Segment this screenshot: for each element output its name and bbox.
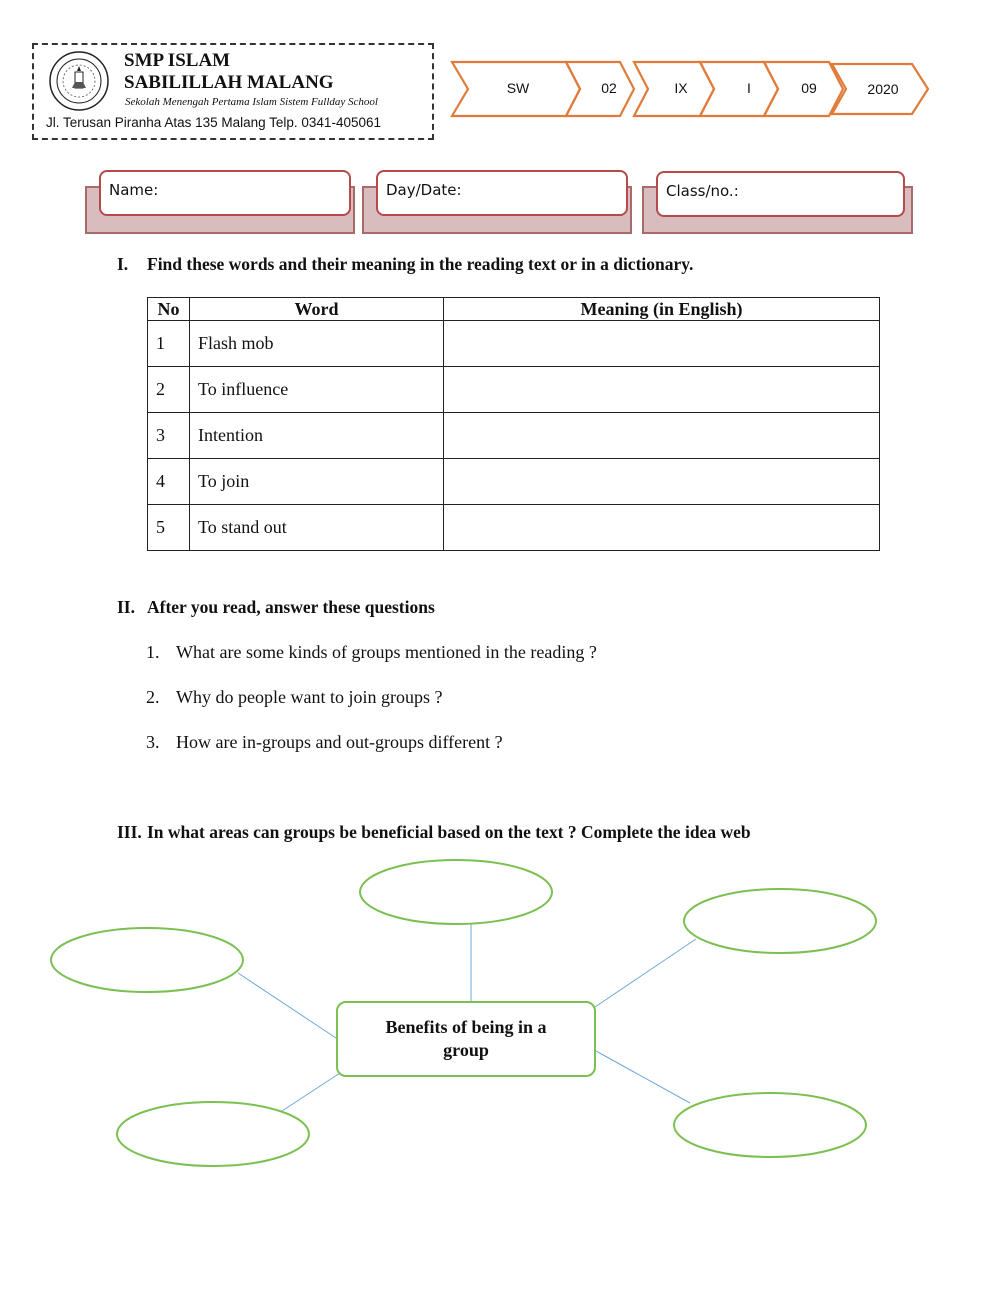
code-02: 02: [601, 80, 617, 96]
section-3-title: In what areas can groups be beneficial based on the text ? Complete the idea web: [147, 822, 751, 842]
row-meaning-cell[interactable]: [444, 505, 880, 551]
question-1-number: 1.: [146, 642, 160, 662]
date-label: Day/Date:: [386, 181, 462, 199]
connector-bottom-left: [282, 1073, 340, 1111]
section-2-number: II.: [117, 597, 135, 617]
section-1-number: I.: [117, 254, 129, 274]
code-2020: 2020: [867, 81, 899, 97]
table-row: [148, 459, 880, 505]
connector-top-right: [595, 939, 696, 1007]
idea-bubble-left[interactable]: [51, 928, 243, 992]
table-header-row: [148, 298, 880, 321]
idea-web-center-label: Benefits of being in a group: [385, 1017, 547, 1060]
school-name-line1: SMP ISLAM: [124, 50, 231, 71]
code-09: 09: [801, 80, 817, 96]
school-name-line2: SABILILLAH MALANG: [124, 72, 334, 93]
row-word: To influence: [190, 367, 444, 413]
row-no: 1: [148, 321, 190, 367]
chevron-02: [566, 62, 634, 116]
chevron-i: [700, 62, 778, 116]
school-logo-icon: [48, 50, 110, 112]
idea-bubble-bottom-left[interactable]: [117, 1102, 309, 1166]
idea-bubble-bottom-right[interactable]: [674, 1093, 866, 1157]
row-meaning-cell[interactable]: [444, 459, 880, 505]
name-label: Name:: [109, 181, 159, 199]
question-3-text: How are in-groups and out-groups different ?: [176, 732, 503, 752]
row-no: 3: [148, 413, 190, 459]
school-name: [124, 50, 334, 94]
code-sw: SW: [506, 80, 530, 96]
question-3-number: 3.: [146, 732, 160, 752]
header-word: Word: [190, 298, 444, 321]
question-2-number: 2.: [146, 687, 160, 707]
section-1-title: Find these words and their meaning in the reading text or in a dictionary.: [147, 254, 694, 274]
row-no: 2: [148, 367, 190, 413]
row-meaning-cell[interactable]: [444, 413, 880, 459]
table-row: [148, 367, 880, 413]
code-i: I: [747, 80, 751, 96]
class-label: Class/no.:: [666, 182, 739, 200]
idea-bubble-top[interactable]: [360, 860, 552, 924]
connector-bottom-right: [596, 1051, 690, 1103]
row-word: To join: [190, 459, 444, 505]
class-field[interactable]: [656, 171, 905, 217]
question-1-text: What are some kinds of groups mentioned in the reading ?: [176, 642, 597, 662]
row-no: 4: [148, 459, 190, 505]
name-field[interactable]: [99, 170, 351, 216]
date-field[interactable]: [376, 170, 628, 216]
row-word: Flash mob: [190, 321, 444, 367]
section-2-title: After you read, answer these questions: [147, 597, 435, 617]
connector-left: [238, 973, 336, 1038]
table-row: [148, 505, 880, 551]
section-3-number: III.: [117, 822, 142, 842]
school-tagline: Sekolah Menengah Pertama Islam Sistem Fullday School: [125, 96, 378, 108]
header-meaning: Meaning (in English): [444, 298, 880, 321]
table-row: [148, 413, 880, 459]
row-meaning-cell[interactable]: [444, 367, 880, 413]
row-word: Intention: [190, 413, 444, 459]
idea-web-center: [336, 1001, 596, 1077]
row-meaning-cell[interactable]: [444, 321, 880, 367]
code-ix: IX: [674, 80, 688, 96]
row-no: 5: [148, 505, 190, 551]
row-word: To stand out: [190, 505, 444, 551]
vocabulary-table: [147, 297, 880, 551]
question-2-text: Why do people want to join groups ?: [176, 687, 443, 707]
school-address: Jl. Terusan Piranha Atas 135 Malang Telp. 0341-405061: [46, 115, 381, 130]
table-row: [148, 321, 880, 367]
header-no: No: [148, 298, 190, 321]
idea-bubble-top-right[interactable]: [684, 889, 876, 953]
